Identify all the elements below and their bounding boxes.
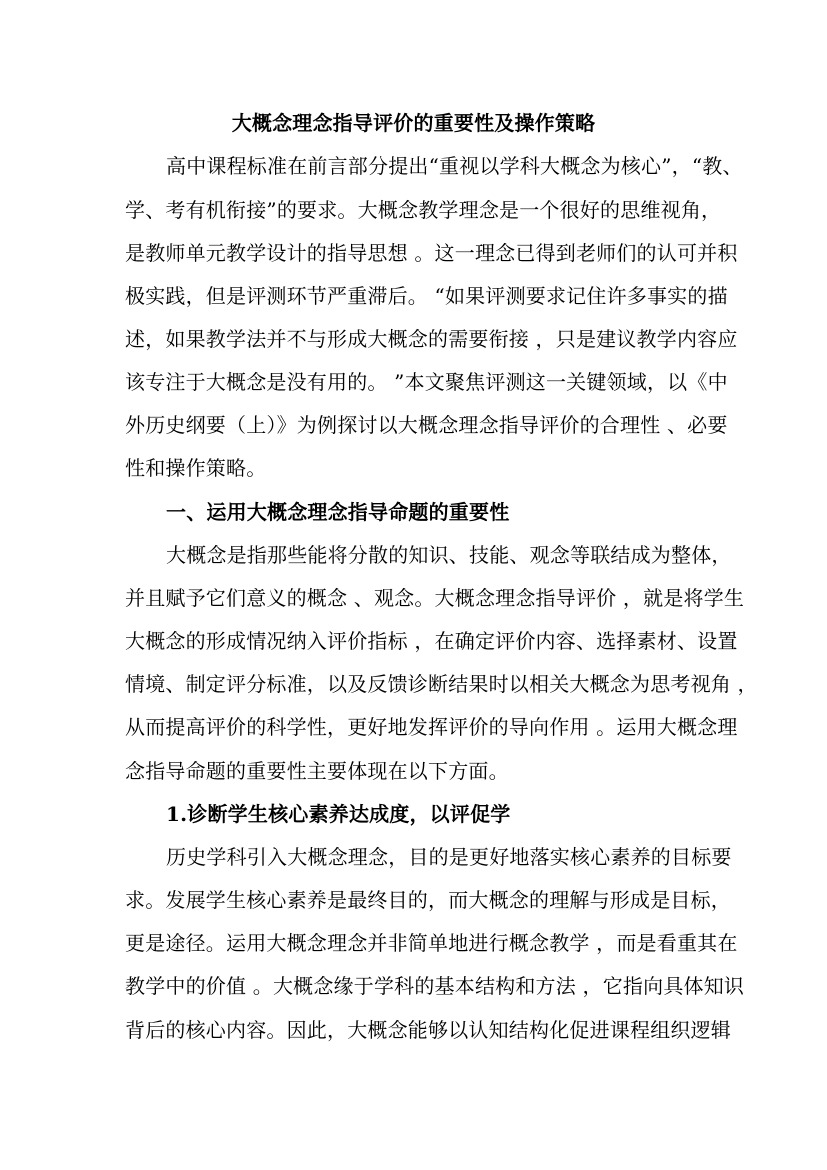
subsection1-line-1: 历史学科引入大概念理念，目的是更好地落实核心素养的目标要 xyxy=(166,845,732,869)
subsection1-line-3: 更是途径。运用大概念理念并非简单地进行概念教学 ，而是看重其在 xyxy=(125,931,738,955)
intro-line-2: 学、考有机衔接”的要求。大概念教学理念是一个很好的思维视角， xyxy=(125,198,722,222)
intro-line-8: 性和操作策略。 xyxy=(125,456,267,480)
subsection1-line-5: 背后的核心内容。因此，大概念能够以认知结构化促进课程组织逻辑 xyxy=(125,1018,731,1042)
document-title: 大概念理念指导评价的重要性及操作策略 xyxy=(231,111,596,135)
section1-line-4: 情境、制定评分标准，以及反馈诊断结果时以相关大概念为思考视角 ， xyxy=(125,672,758,696)
section1-line-6: 念指导命题的重要性主要体现在以下方面。 xyxy=(125,759,509,783)
intro-line-6: 该专注于大概念是没有用的。 ”本文聚焦评测这一关键领域，以《中 xyxy=(125,370,728,394)
subsection1-line-2: 求。发展学生核心素养是最终目的，而大概念的理解与形成是目标， xyxy=(125,888,731,912)
section-heading-1: 一、运用大概念理念指导命题的重要性 xyxy=(166,500,510,524)
section1-line-1: 大概念是指那些能将分散的知识、技能、观念等联结成为整体， xyxy=(166,543,732,567)
subsection1-line-4: 教学中的价值 。大概念缘于学科的基本结构和方法 ，它指向具体知识 xyxy=(125,974,745,998)
intro-line-5: 述，如果教学法并不与形成大概念的需要衔接 ，只是建议教学内容应 xyxy=(125,327,738,351)
intro-line-7: 外历史纲要（上）》为例探讨以大概念理念指导评价的合理性 、必要 xyxy=(125,413,728,437)
section1-line-3: 大概念的形成情况纳入评价指标 ，在确定评价内容、选择素材、设置 xyxy=(125,629,738,653)
intro-line-3: 是教师单元教学设计的指导思想 。这一理念已得到老师们的认可并积 xyxy=(125,241,738,265)
intro-line-1: 高中课程标准在前言部分提出“重视以学科大概念为核心”，“教、 xyxy=(166,154,743,178)
section1-line-2: 并且赋予它们意义的概念 、观念。大概念理念指导评价 ，就是将学生 xyxy=(125,586,745,610)
subsection-heading-1: 1.诊断学生核心素养达成度，以评促学 xyxy=(166,802,511,826)
section1-line-5: 从而提高评价的科学性，更好地发挥评价的导向作用 。运用大概念理 xyxy=(125,715,738,739)
intro-line-4: 极实践，但是评测环节严重滞后。 “如果评测要求记住许多事实的描 xyxy=(125,284,728,308)
